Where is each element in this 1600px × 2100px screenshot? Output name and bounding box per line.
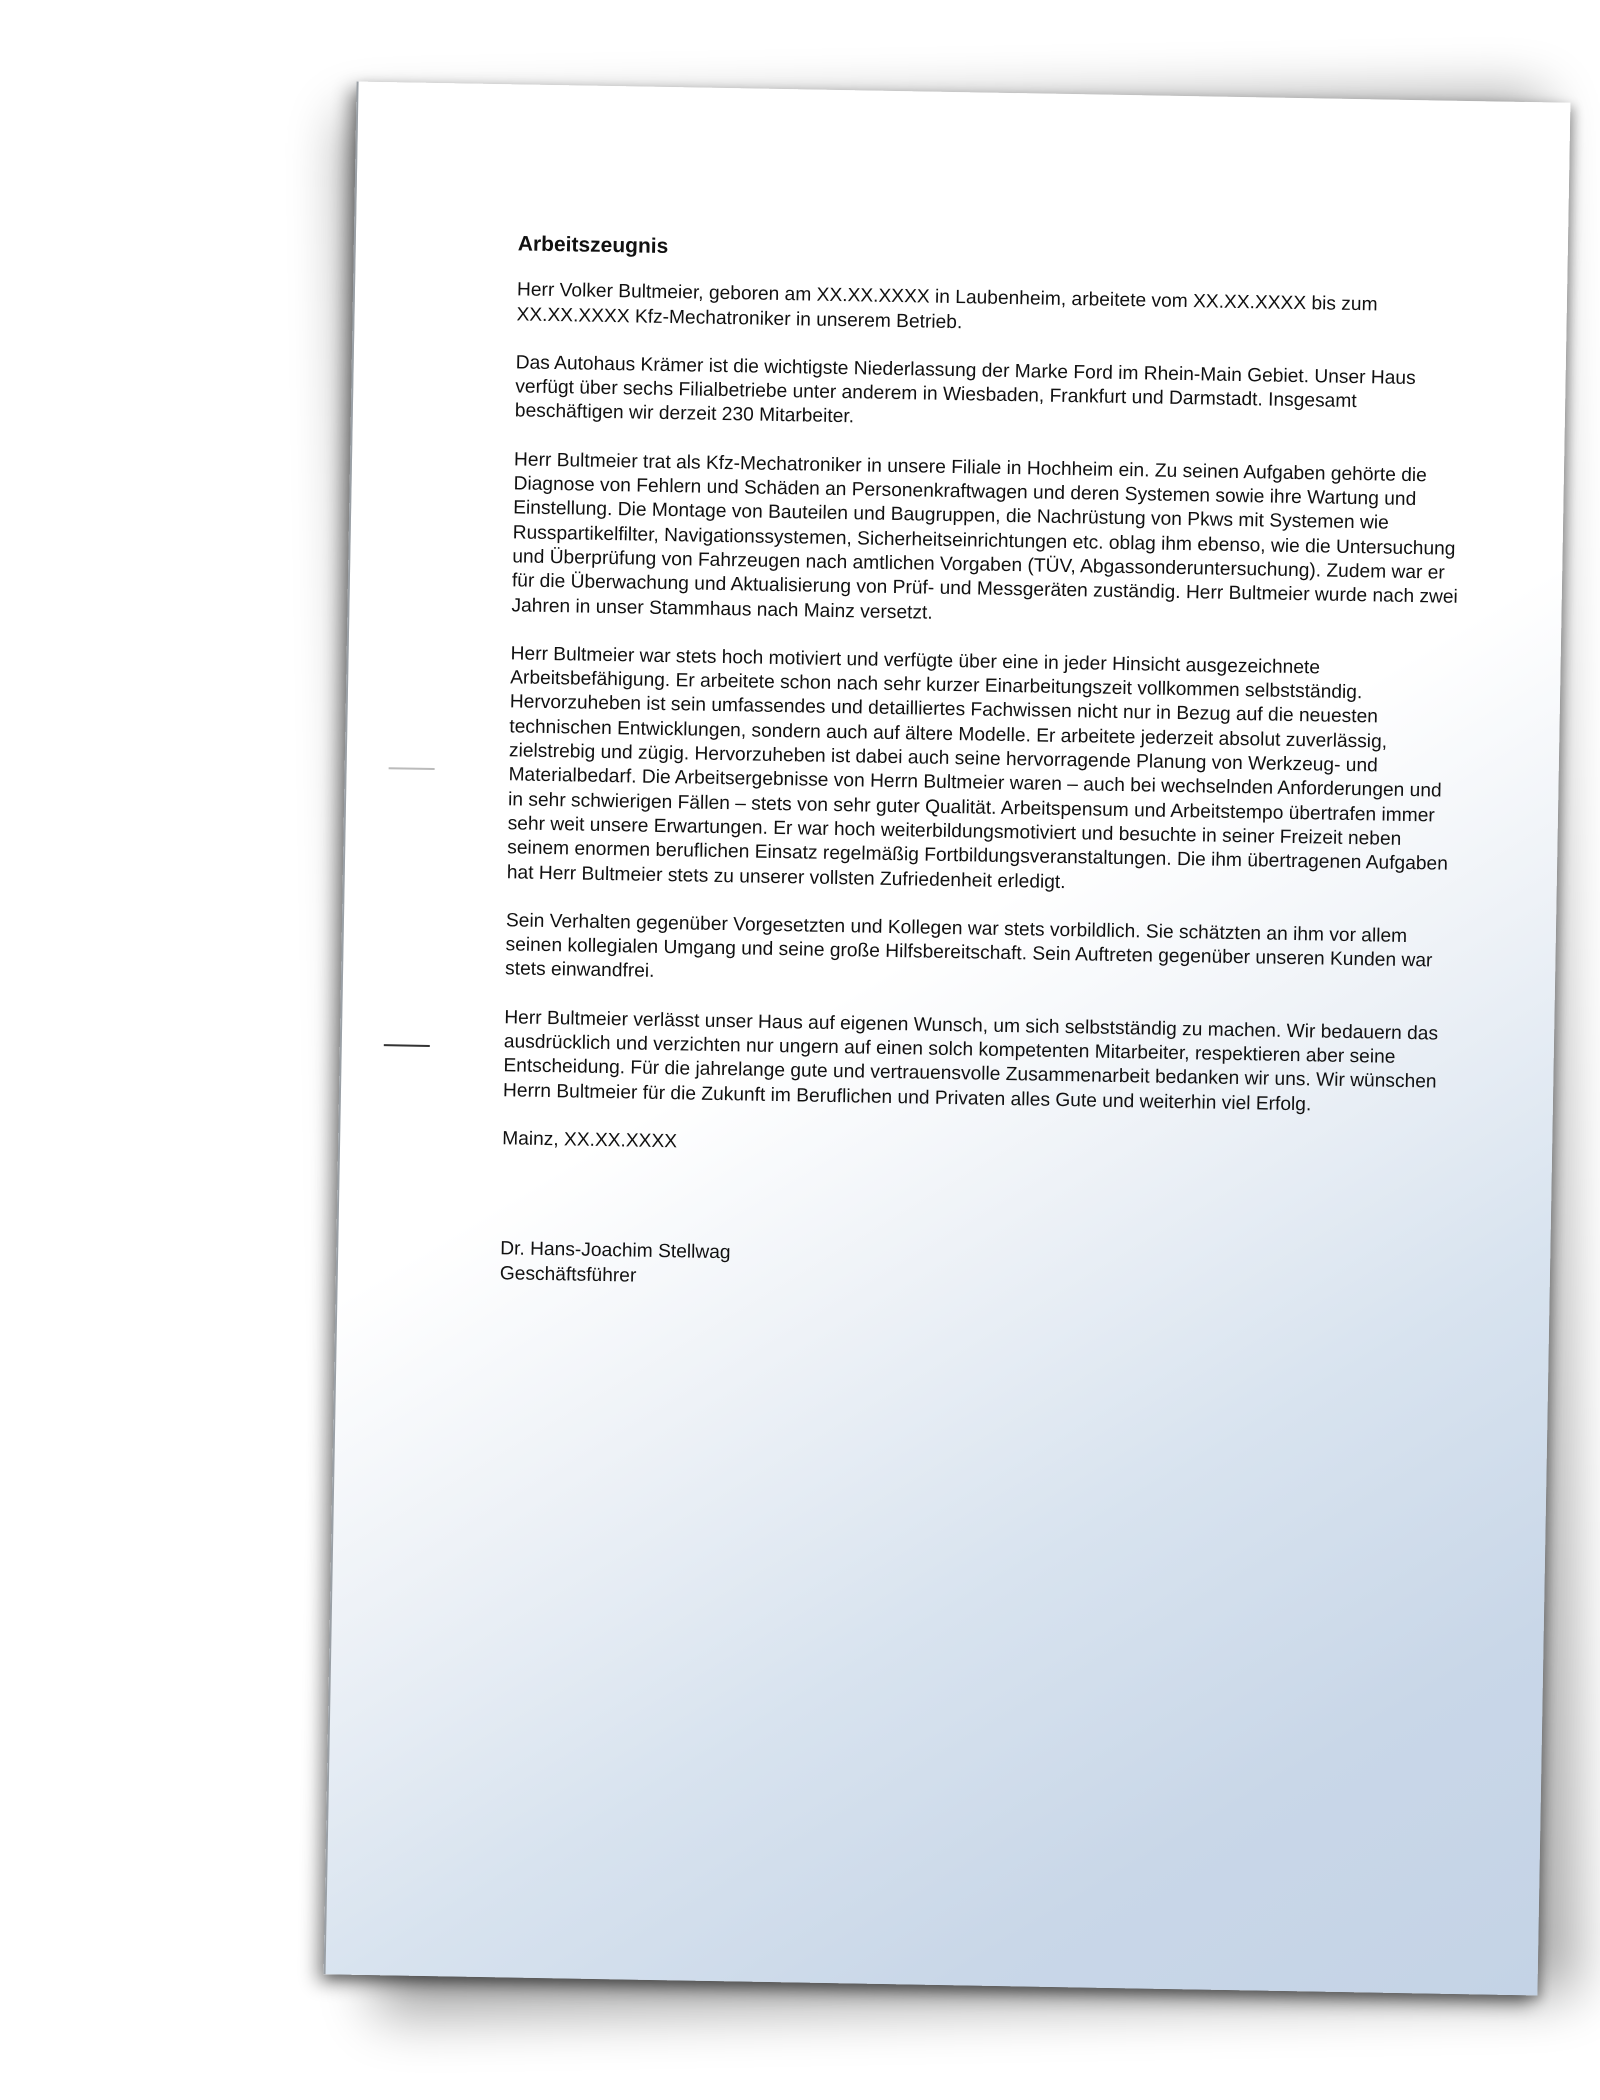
document-content (500, 232, 1468, 1302)
place-date: Mainz, XX.XX.XXXX (502, 1128, 678, 1153)
paragraph-closing: Herr Bultmeier verlässt unser Haus auf eigenen Wunsch, um sich selbstständig zu machen. Wir bedauern das ausdrücklich und verzichten nur ungern auf einen solch kompetenten Mitarbeiter, respektieren aber seine Entscheidung. Für die jahrelange gute und vertrauensvolle Zusammenarbeit bedanken wir uns. Wir wünschen Herrn Bultmeier für die Zukunft im Beruflichen und Privaten alles Gute und weiterhin viel Erfolg. (502, 1006, 1439, 1115)
signatory-title: Geschäftsführer (499, 1262, 637, 1287)
paragraph-intro: Herr Volker Bultmeier, geboren am XX.XX.XXXX in Laubenheim, arbeitete vom XX.XX.XXXX bis zum XX.XX.XXXX Kfz-Mechatroniker in unserem Betrieb. (516, 279, 1378, 333)
paragraph-performance: Herr Bultmeier war stets hoch motiviert und verfügte über eine in jeder Hinsicht ausgezeichnete Arbeitsbefähigung. Er arbeitete schon nach sehr kurzer Einarbeitungszeit vollkommen selbstständig. Hervorzuheben ist sein umfassendes und detailliertes Fachwissen nicht nur in Bezug auf die neuesten technischen Entwicklungen, sondern auch auf ältere Modelle. Er arbeitete jederzeit absolut zuverlässig, zielstrebig und zügig. Hervorzuheben ist dabei auch seine hervorragende Planung von Werkzeug- und Materialbedarf. Die Arbeitsergebnisse von Herrn Bultmeier waren – auch bei wechselnden Anforderungen und in sehr schwierigen Fällen – stets von sehr guter Qualität. Arbeitspensum und Arbeitstempo übertrafen immer sehr weit unsere Erwartungen. Er war hoch weiterbildungsmotiviert und besuchte in seiner Freizeit neben seinem enormen beruflichen Einsatz regelmäßig Fortbildungsveranstaltungen. Die ihm übertragenen Aufgaben hat Herr Bultmeier stets zu unserer vollsten Zufriedenheit erledigt. (506, 643, 1449, 893)
paragraph-company: Das Autohaus Krämer ist die wichtigste Niederlassung der Marke Ford im Rhein-Main Gebiet. Unser Haus verfügt über sechs Filialbetriebe unter anderem in Wiesbaden, Frankfurt und Darmstadt. Insgesamt beschäftigen wir derzeit 230 Mitarbeiter. (514, 352, 1416, 428)
fold-mark-upper (389, 767, 435, 770)
document-page (324, 82, 1571, 1996)
document-title: Arbeitszeugnis (517, 232, 669, 259)
paragraph-behavior: Sein Verhalten gegenüber Vorgesetzten und Kollegen war stets vorbildlich. Sie schätzten an ihm vor allem seinen kollegialen Umgang und seine große Hilfsbereitschaft. Sein Auftreten gegenüber unseren Kunden war stets einwandfrei. (504, 910, 1433, 983)
fold-mark-lower (384, 1044, 430, 1047)
paragraph-duties: Herr Bultmeier trat als Kfz-Mechatroniker in unsere Filiale in Hochheim ein. Zu seinen Aufgaben gehörte die Diagnose von Fehlern und Schäden an Personenkraftwagen und deren Systemen sowie ihre Wartung und Einstellung. Die Montage von Bauteilen und Baugruppen, die Nachrüstung von Pkws mit Systemen wie Russpartikelfilter, Navigationssystemen, Sicherheitseinrichtungen etc. oblag ihm ebenso, wie die Untersuchung und Überprüfung von Fahrzeugen nach amtlichen Vorgaben (TÜV, Abgassonderuntersuchung). Zudem war er für die Überwachung und Aktualisierung von Prüf- und Messgeräten zuständig. Herr Bultmeier wurde nach zwei Jahren in unser Stammhaus nach Mainz versetzt. (511, 449, 1458, 624)
signatory-name: Dr. Hans-Joachim Stellwag (500, 1238, 731, 1264)
